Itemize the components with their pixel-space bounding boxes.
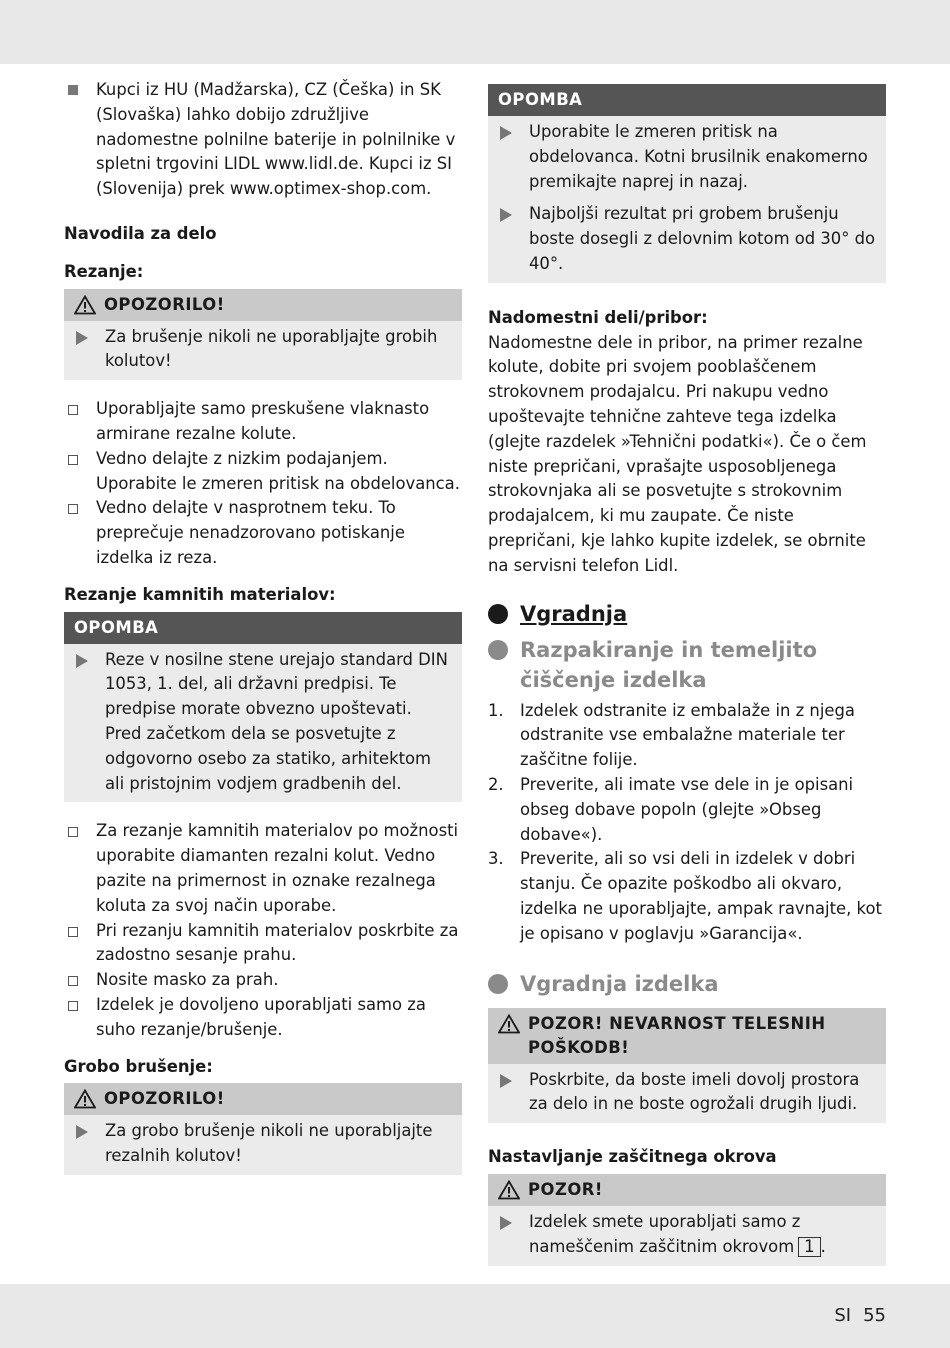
- list-item: 3. Preverite, ali so vsi deli in izdelek v dobri stanju. Če opazite poškodbo ali okvaro, izdelka ne uporabljajte, ampak ravnajte, kot je opisano v poglavju »Garancija«.: [488, 849, 882, 943]
- warning-box-2-body: [64, 1115, 462, 1175]
- section-title-product-install: Vgradnja izdelka: [488, 969, 886, 999]
- list-item: Najboljši rezultat pri grobem brušenju boste dosegli z delovnim kotom od 30° do 40°.: [498, 202, 876, 276]
- warning-box-1: [64, 289, 462, 381]
- note-box-1-title: OPOMBA: [74, 617, 159, 637]
- left-column: [64, 78, 462, 1175]
- header-band: [0, 0, 950, 64]
- right-column: [488, 84, 886, 1266]
- unpack-steps: [488, 699, 886, 947]
- section-dot-icon: [488, 604, 508, 624]
- list-item: Izdelek je dovoljeno uporabljati samo za suho rezanje/brušenje.: [64, 993, 462, 1043]
- danger-box-title: POZOR! NEVARNOST TELESNIH POŠKODB!: [528, 1013, 826, 1057]
- triangle-bullet-icon: [76, 331, 88, 345]
- warning-box-2: [64, 1083, 462, 1175]
- warning-triangle-icon: [498, 1180, 520, 1200]
- note-box-1-header: [64, 612, 462, 644]
- page-number: [834, 1305, 886, 1326]
- page-language-code: SI: [834, 1305, 852, 1326]
- section-dot-icon: [488, 974, 508, 994]
- triangle-bullet-icon: [500, 1074, 512, 1088]
- danger-box-header: [488, 1008, 886, 1064]
- rough-heading: Grobo brušenje:: [64, 1056, 213, 1076]
- note-box-2-header: [488, 84, 886, 116]
- work-heading: Navodila za delo: [64, 223, 217, 243]
- section-dot-icon: [488, 640, 508, 660]
- warning-box-1-body: [64, 321, 462, 381]
- list-item: 2. Preverite, ali imate vse dele in je opisani obseg dobave popoln (glejte »Obseg dobave«).: [488, 774, 854, 844]
- checkbox-bullet-icon: [68, 405, 78, 415]
- checkbox-bullet-icon: [68, 504, 78, 514]
- stone-heading: Rezanje kamnitih materialov:: [64, 584, 336, 604]
- note-box-1: [64, 612, 462, 803]
- parts-text: Nadomestne dele in pribor, na primer rezalne kolute, dobite pri svojem pooblaščenem strokovnem prodajalcu. Pri nakupu vedno upoštevajte tehnične zahteve tega izdelka (glejte razdelek »Tehnični podatki«). Če o čem niste prepričani, vprašajte usposobljenega strokovnjaka ali se posvetujte s strokovnim prodajalcem, ki mu zaupate. Če niste prepričani, kje lahko kupite izdelek, se obrnite na servisni telefon Lidl.: [488, 332, 867, 575]
- square-bullet-icon: [68, 85, 78, 95]
- list-item: Nosite masko za prah.: [64, 968, 462, 993]
- triangle-bullet-icon: [500, 1216, 512, 1230]
- note-box-1-body: [64, 644, 462, 803]
- caution-box: [488, 1174, 886, 1266]
- page-number-value: 55: [863, 1305, 886, 1326]
- list-item: Poskrbite, da boste imeli dovolj prostora za delo in ne boste ogrožali drugih ljudi.: [498, 1068, 876, 1118]
- danger-box-body: [488, 1064, 886, 1124]
- list-item: Vedno delajte v nasprotnem teku. To preprečuje nenadzorovano potiskanje izdelka iz reza.: [64, 496, 462, 570]
- note-box-2-body: [488, 116, 886, 283]
- list-item: Za brušenje nikoli ne uporabljajte grobih kolutov!: [74, 325, 452, 375]
- caution-box-title: POZOR!: [528, 1179, 603, 1199]
- cutting-heading: Rezanje:: [64, 261, 144, 281]
- list-item: Uporabite le zmeren pritisk na obdelovanca. Kotni brusilnik enakomerno premikajte naprej in nazaj.: [498, 120, 876, 194]
- warning-box-2-header: [64, 1083, 462, 1115]
- note-box-2-title: OPOMBA: [498, 90, 583, 109]
- parts-heading: Nadomestni deli/pribor:: [488, 307, 708, 327]
- triangle-bullet-icon: [500, 208, 512, 222]
- checkbox-bullet-icon: [68, 1001, 78, 1011]
- triangle-bullet-icon: [500, 126, 512, 140]
- list-item: Pri rezanju kamnitih materialov poskrbite za zadostno sesanje prahu.: [64, 919, 462, 969]
- list-item: Izdelek smete uporabljati samo z nameščenim zaščitnim okrovom 1 .: [498, 1210, 876, 1260]
- stone-list: [64, 819, 462, 1042]
- footer-band: [0, 1284, 950, 1348]
- list-item: Vedno delajte z nizkim podajanjem. Uporabite le zmeren pritisk na obdelovanca.: [64, 447, 462, 497]
- triangle-bullet-icon: [76, 654, 88, 668]
- part-reference-badge: 1: [798, 1237, 820, 1257]
- warning-box-1-title: OPOZORILO!: [104, 294, 225, 314]
- note-box-2: [488, 84, 886, 283]
- caution-box-body: [488, 1206, 886, 1266]
- cutting-list: [64, 397, 462, 571]
- intro-bullet-text: Kupci iz HU (Madžarska), CZ (Češka) in SK (Slovaška) lahko dobijo združljive nadomestne polnilne baterije in polnilnike v spletni trgovini LIDL www.lidl.de. Kupci iz SI (Slovenija) prek www.optimex-shop.com.: [96, 80, 456, 199]
- guard-heading: Nastavljanje zaščitnega okrova: [488, 1147, 777, 1167]
- warning-box-2-title: OPOZORILO!: [104, 1089, 225, 1109]
- checkbox-bullet-icon: [68, 827, 78, 837]
- list-item: Reze v nosilne stene urejajo standard DIN 1053, 1. del, ali državni predpisi. Te predpise morate obvezno upoštevati. Pred začetkom dela se posvetujte z odgovorno osebo za statiko, arhitektom ali pristojnim vodjem gradbenih del.: [74, 648, 452, 797]
- list-item: 1. Izdelek odstranite iz embalaže in z njega odstranite vse embalažne materiale ter zaščitne folije.: [488, 700, 855, 770]
- section-title-installation: Vgradnja: [488, 599, 886, 629]
- warning-box-1-header: [64, 289, 462, 321]
- warning-triangle-icon: [498, 1014, 520, 1034]
- intro-bullet: [64, 78, 462, 202]
- section-title-unpacking: Razpakiranje in temeljito čiščenje izdelka: [488, 635, 886, 695]
- warning-triangle-icon: [74, 1089, 96, 1109]
- checkbox-bullet-icon: [68, 976, 78, 986]
- caution-box-header: [488, 1174, 886, 1206]
- list-item: Za grobo brušenje nikoli ne uporabljajte rezalnih kolutov!: [74, 1119, 452, 1169]
- list-item: Uporabljajte samo preskušene vlaknasto armirane rezalne kolute.: [64, 397, 462, 447]
- warning-triangle-icon: [74, 295, 96, 315]
- checkbox-bullet-icon: [68, 455, 78, 465]
- checkbox-bullet-icon: [68, 927, 78, 937]
- triangle-bullet-icon: [76, 1125, 88, 1139]
- danger-box: [488, 1008, 886, 1124]
- list-item: Za rezanje kamnitih materialov po možnosti uporabite diamanten rezalni kolut. Vedno pazite na primernost in oznake rezalnega koluta za svoj način uporabe.: [64, 819, 462, 918]
